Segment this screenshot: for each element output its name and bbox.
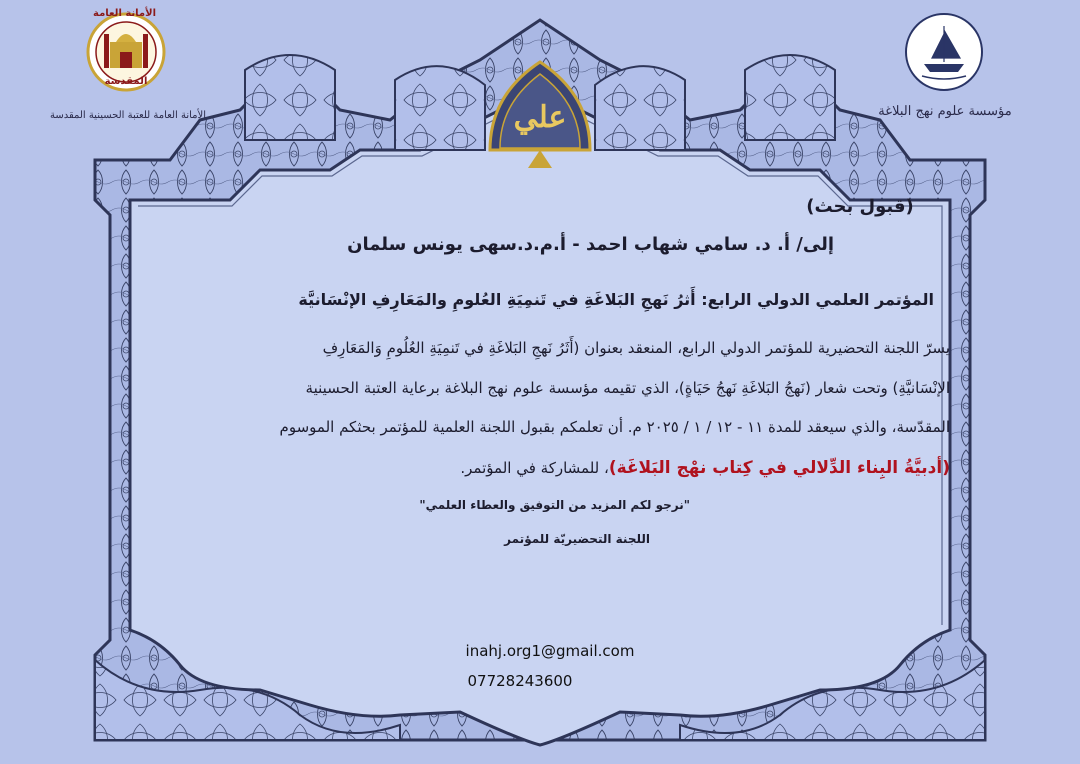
conference-title: المؤتمر العلمي الدولي الرابع: أَثرُ نَهجِ البَلاغَةِ في تَنمِيَةِ العُلومِ والمَعَارِفِ الإنْسَانيَّة: [298, 290, 934, 309]
paragraph-line-3: المقدّسة، والذي سيعقد للمدة ١١ - ١٢ / ١ / ٢٠٢٥ م. أن تعلمكم بقبول اللجنة العلمية للمؤتمر بحثكم الموسوم: [279, 418, 950, 436]
paragraph-line-2: الإنْسَانيَّةِ) وتحت شعار (نَهجُ البَلاغَةِ نَهجُ حَيَاةٍ)، الذي تقيمه مؤسسة علوم نهج البلاغة برعاية العتبة الحسينية: [305, 379, 950, 397]
left-logo-top: الأمانة العامة: [93, 8, 156, 19]
contact-email[interactable]: inahj.org1@gmail.com: [465, 642, 635, 660]
signature: اللجنة التحضيريّة للمؤتمر: [504, 532, 650, 546]
paragraph-end: ، للمشاركة في المؤتمر.: [460, 459, 609, 477]
right-org-name: مؤسسة علوم نهج البلاغة: [878, 104, 1012, 119]
left-logo-bottom: المقدسة: [104, 76, 148, 87]
recipients: إلى/ أ. د. سامي شهاب احمد - أ.م.د.سهى يونس سلمان: [347, 234, 834, 255]
paragraph-line-1: يسرّ اللجنة التحضيرية للمؤتمر الدولي الرابع، المنعقد بعنوان (أَثَرُ نَهجِ البَلاغَةِ في تَنمِيَةِ العُلُومِ وَالمَعَارِفِ: [322, 339, 950, 357]
ship-emblem-icon: [904, 12, 984, 92]
contact-phone: 07728243600: [467, 672, 573, 690]
left-org-name: الأمانة العامة للعتبة الحسينية المقدسة: [49, 110, 206, 121]
paragraph-line-4: [460, 458, 950, 478]
research-title: (أدبيَّةُ البِناء الدِّلالي في كِتاب نهْج البَلاغَة): [608, 458, 950, 478]
letter-title: (قبول بحث): [806, 196, 914, 217]
calligraphy-ali: علي: [513, 100, 567, 135]
closing-wish: "نرجو لكم المزيد من التوفيق والعطاء العلمي": [419, 498, 690, 512]
